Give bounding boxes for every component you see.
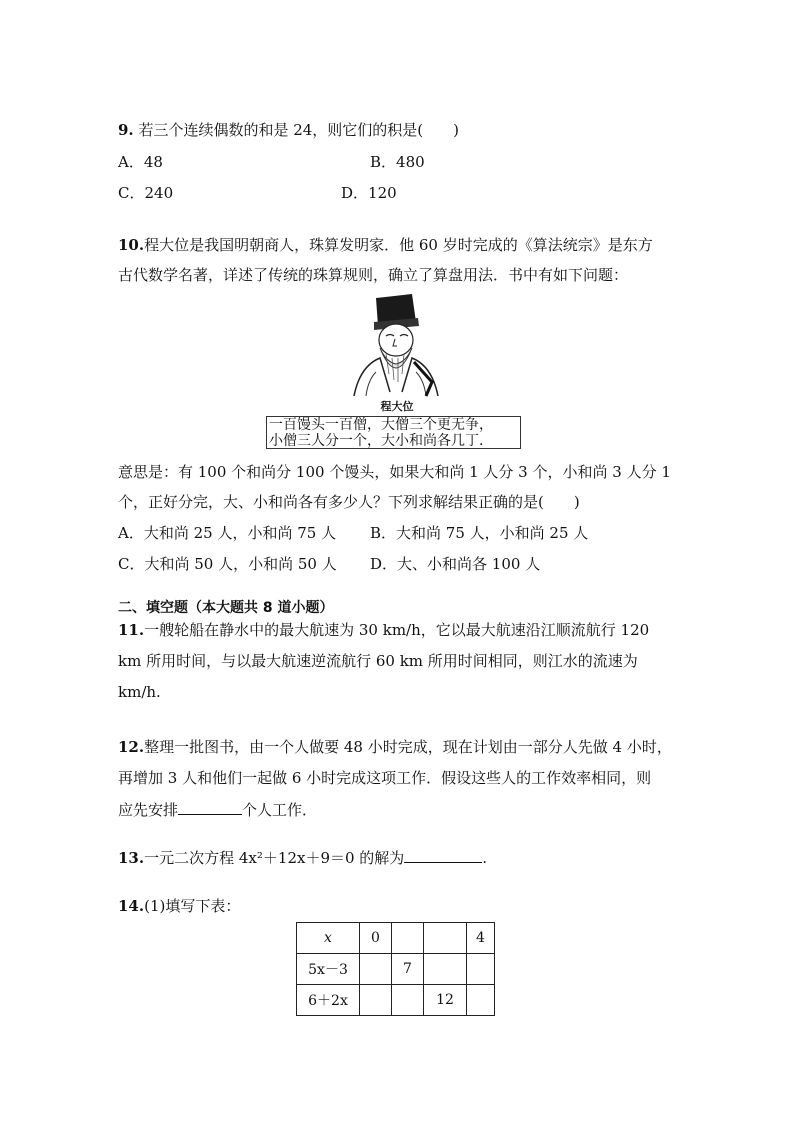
question-13 <box>118 847 487 868</box>
question-12-line-2: 再增加 3 人和他们一起做 6 小时完成这项工作．假设这些人的工作效率相同，则 <box>118 769 652 787</box>
question-text: (1)填写下表： <box>144 897 241 915</box>
table-cell: 6＋2x <box>297 985 360 1016</box>
option-a: A．48 <box>118 153 163 171</box>
question-number: 12. <box>118 738 145 756</box>
question-11-line-3: km/h. <box>118 683 161 701</box>
question-11-line-1 <box>118 620 649 640</box>
poem-line-2: 小僧三人分一个，大小和尚各几丁. <box>269 433 484 449</box>
question-text: 个人工作． <box>242 801 318 819</box>
option-d: D．大、小和尚各 100 人 <box>370 555 541 573</box>
question-12-line-1 <box>118 737 672 757</box>
option-c: C．240 <box>118 184 174 202</box>
question-text: 一艘轮船在静水中的最大航速为 30 km/h，它以最大航速沿江顺流航行 120 <box>144 621 650 639</box>
question-11-line-2: km 所用时间，与以最大航速逆流航行 60 km 所用时间相同，则江水的流速为 <box>118 652 638 670</box>
question-text: 应先安排 <box>118 801 179 819</box>
question-text: 整理一批图书，由一个人做要 48 小时完成，现在计划由一部分人先做 4 小时， <box>144 738 672 756</box>
question-10-line-1 <box>118 235 653 255</box>
table-cell[interactable] <box>467 985 495 1016</box>
table-cell[interactable] <box>424 954 467 985</box>
table-cell[interactable] <box>392 923 424 954</box>
poem-box <box>266 416 521 449</box>
section-title: 二、填空题（本大题共 8 道小题） <box>118 600 334 616</box>
question-number: 11. <box>118 621 145 639</box>
question-14 <box>118 896 240 916</box>
table-cell[interactable] <box>424 923 467 954</box>
table-cell[interactable] <box>360 954 392 985</box>
option-c: C．大和尚 50 人，小和尚 50 人 <box>118 555 337 573</box>
option-b: B．大和尚 75 人，小和尚 25 人 <box>370 524 589 542</box>
table-row <box>297 923 495 954</box>
question-12-line-3 <box>118 799 317 820</box>
question-text: 程大位是我国明朝商人，珠算发明家．他 60 岁时完成的《算法统宗》是东方 <box>144 236 653 254</box>
question-text: 若三个连续偶数的和是 24，则它们的积是( ) <box>138 121 460 139</box>
question-10-line-2: 古代数学名著，详述了传统的珠算规则，确立了算盘用法．书中有如下问题： <box>118 266 629 284</box>
question-number: 13. <box>118 849 145 867</box>
fill-table <box>296 922 495 1016</box>
question-9 <box>118 120 459 140</box>
table-row <box>297 954 495 985</box>
table-row <box>297 985 495 1016</box>
question-number: 14. <box>118 897 145 915</box>
question-text: . <box>482 849 488 867</box>
table-cell: 4 <box>467 923 495 954</box>
option-a: A．大和尚 25 人，小和尚 75 人 <box>118 524 337 542</box>
portrait-caption: 程大位 <box>380 400 414 413</box>
option-b: B．480 <box>370 153 425 171</box>
table-cell: 0 <box>360 923 392 954</box>
table-cell: x <box>297 923 360 954</box>
question-10-line-3: 意思是：有 100 个和尚分 100 个馒头，如果大和尚 1 人分 3 个，小和尚 3 人分 1 <box>118 463 671 481</box>
question-number: 10. <box>118 236 145 254</box>
table-cell[interactable] <box>392 985 424 1016</box>
portrait-image <box>346 292 446 398</box>
question-10-line-4: 个，正好分完，大、小和尚各有多少人？下列求解结果正确的是( ) <box>118 493 580 511</box>
table-cell: 12 <box>424 985 467 1016</box>
table-cell: 7 <box>392 954 424 985</box>
poem-line-1: 一百馒头一百僧，大僧三个更无争， <box>269 417 493 433</box>
option-d: D．120 <box>341 184 397 202</box>
question-text: 一元二次方程 4x²＋12x＋9＝0 的解为 <box>144 849 405 867</box>
question-number: 9. <box>118 121 134 139</box>
table-cell[interactable] <box>360 985 392 1016</box>
answer-blank[interactable] <box>178 799 242 815</box>
table-cell[interactable] <box>467 954 495 985</box>
answer-blank[interactable] <box>404 847 482 863</box>
table-cell: 5x－3 <box>297 954 360 985</box>
